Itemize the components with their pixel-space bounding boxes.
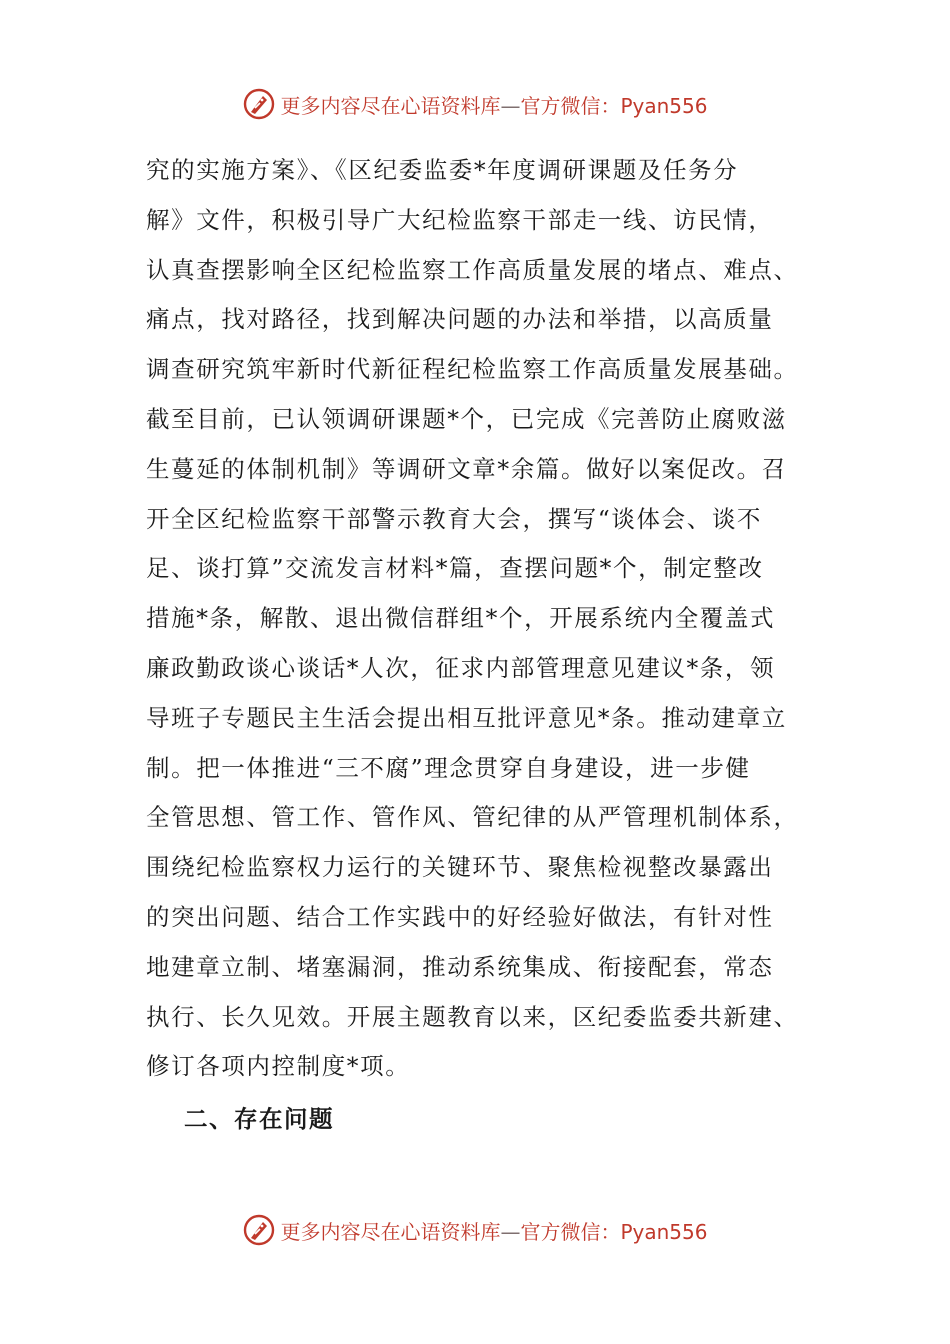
watermark-brand: 更多内容尽在心语资料库 (280, 93, 501, 118)
paragraph-line: 生蔓延的体制机制》等调研文章*余篇。做好以案促改。召 (146, 454, 787, 483)
watermark-contact: 官方微信：Pyan556 (520, 93, 708, 118)
watermark-text (280, 1216, 707, 1245)
paragraph-line: 认真查摆影响全区纪检监察工作高质量发展的堵点、难点、 (146, 255, 799, 284)
paragraph-line: 制。把一体推进“三不腐”理念贯穿自身建设，进一步健 (146, 753, 751, 782)
paragraph-line: 的突出问题、结合工作实践中的好经验好做法，有针对性 (146, 902, 774, 931)
watermark-brand: 更多内容尽在心语资料库 (280, 1219, 501, 1244)
watermark-dash: — (500, 93, 521, 118)
paragraph-line: 全管思想、管工作、管作风、管纪律的从严管理机制体系， (146, 803, 799, 832)
watermark-text (280, 90, 707, 119)
pen-nib-logo-icon (242, 87, 276, 121)
paragraph-line: 修订各项内控制度*项。 (146, 1052, 411, 1081)
footer-watermark (0, 1210, 950, 1250)
pen-nib-logo-icon (242, 1213, 276, 1247)
watermark-dash: — (500, 1219, 521, 1244)
paragraph-line: 廉政勤政谈心谈话*人次，征求内部管理意见建议*条，领 (146, 653, 776, 682)
paragraph-line: 痛点，找对路径，找到解决问题的办法和举措，以高质量 (146, 305, 774, 334)
paragraph-line: 开全区纪检监察干部警示教育大会，撰写“谈体会、谈不 (146, 504, 763, 533)
header-watermark (0, 84, 950, 124)
paragraph-line: 截至目前，已认领调研课题*个，已完成《完善防止腐败滋 (146, 404, 787, 433)
paragraph-line: 究的实施方案》、《区纪委监委*年度调研课题及任务分 (146, 156, 739, 184)
paragraph-line: 足、谈打算”交流发言材料*篇，查摆问题*个，制定整改 (146, 554, 764, 583)
paragraph-line: 围绕纪检监察权力运行的关键环节、聚焦检视整改暴露出 (146, 853, 774, 882)
paragraph-line: 地建章立制、堵塞漏洞，推动系统集成、衔接配套，常态 (146, 952, 774, 981)
paragraph-line: 措施*条，解散、退出微信群组*个，开展系统内全覆盖式 (146, 604, 776, 633)
paragraph-line: 调查研究筑牢新时代新征程纪检监察工作高质量发展基础。 (146, 355, 799, 384)
paragraph-line: 导班子专题民主生活会提出相互批评意见*条。推动建章立 (146, 703, 787, 732)
watermark-contact: 官方微信：Pyan556 (520, 1219, 708, 1244)
body-paragraph (146, 146, 806, 1092)
paragraph-line: 解》文件，积极引导广大纪检监察干部走一线、访民情， (146, 205, 774, 234)
paragraph-line: 执行、长久见效。开展主题教育以来，区纪委监委共新建、 (146, 1002, 799, 1031)
section-heading: 二、存在问题 (184, 1105, 334, 1133)
